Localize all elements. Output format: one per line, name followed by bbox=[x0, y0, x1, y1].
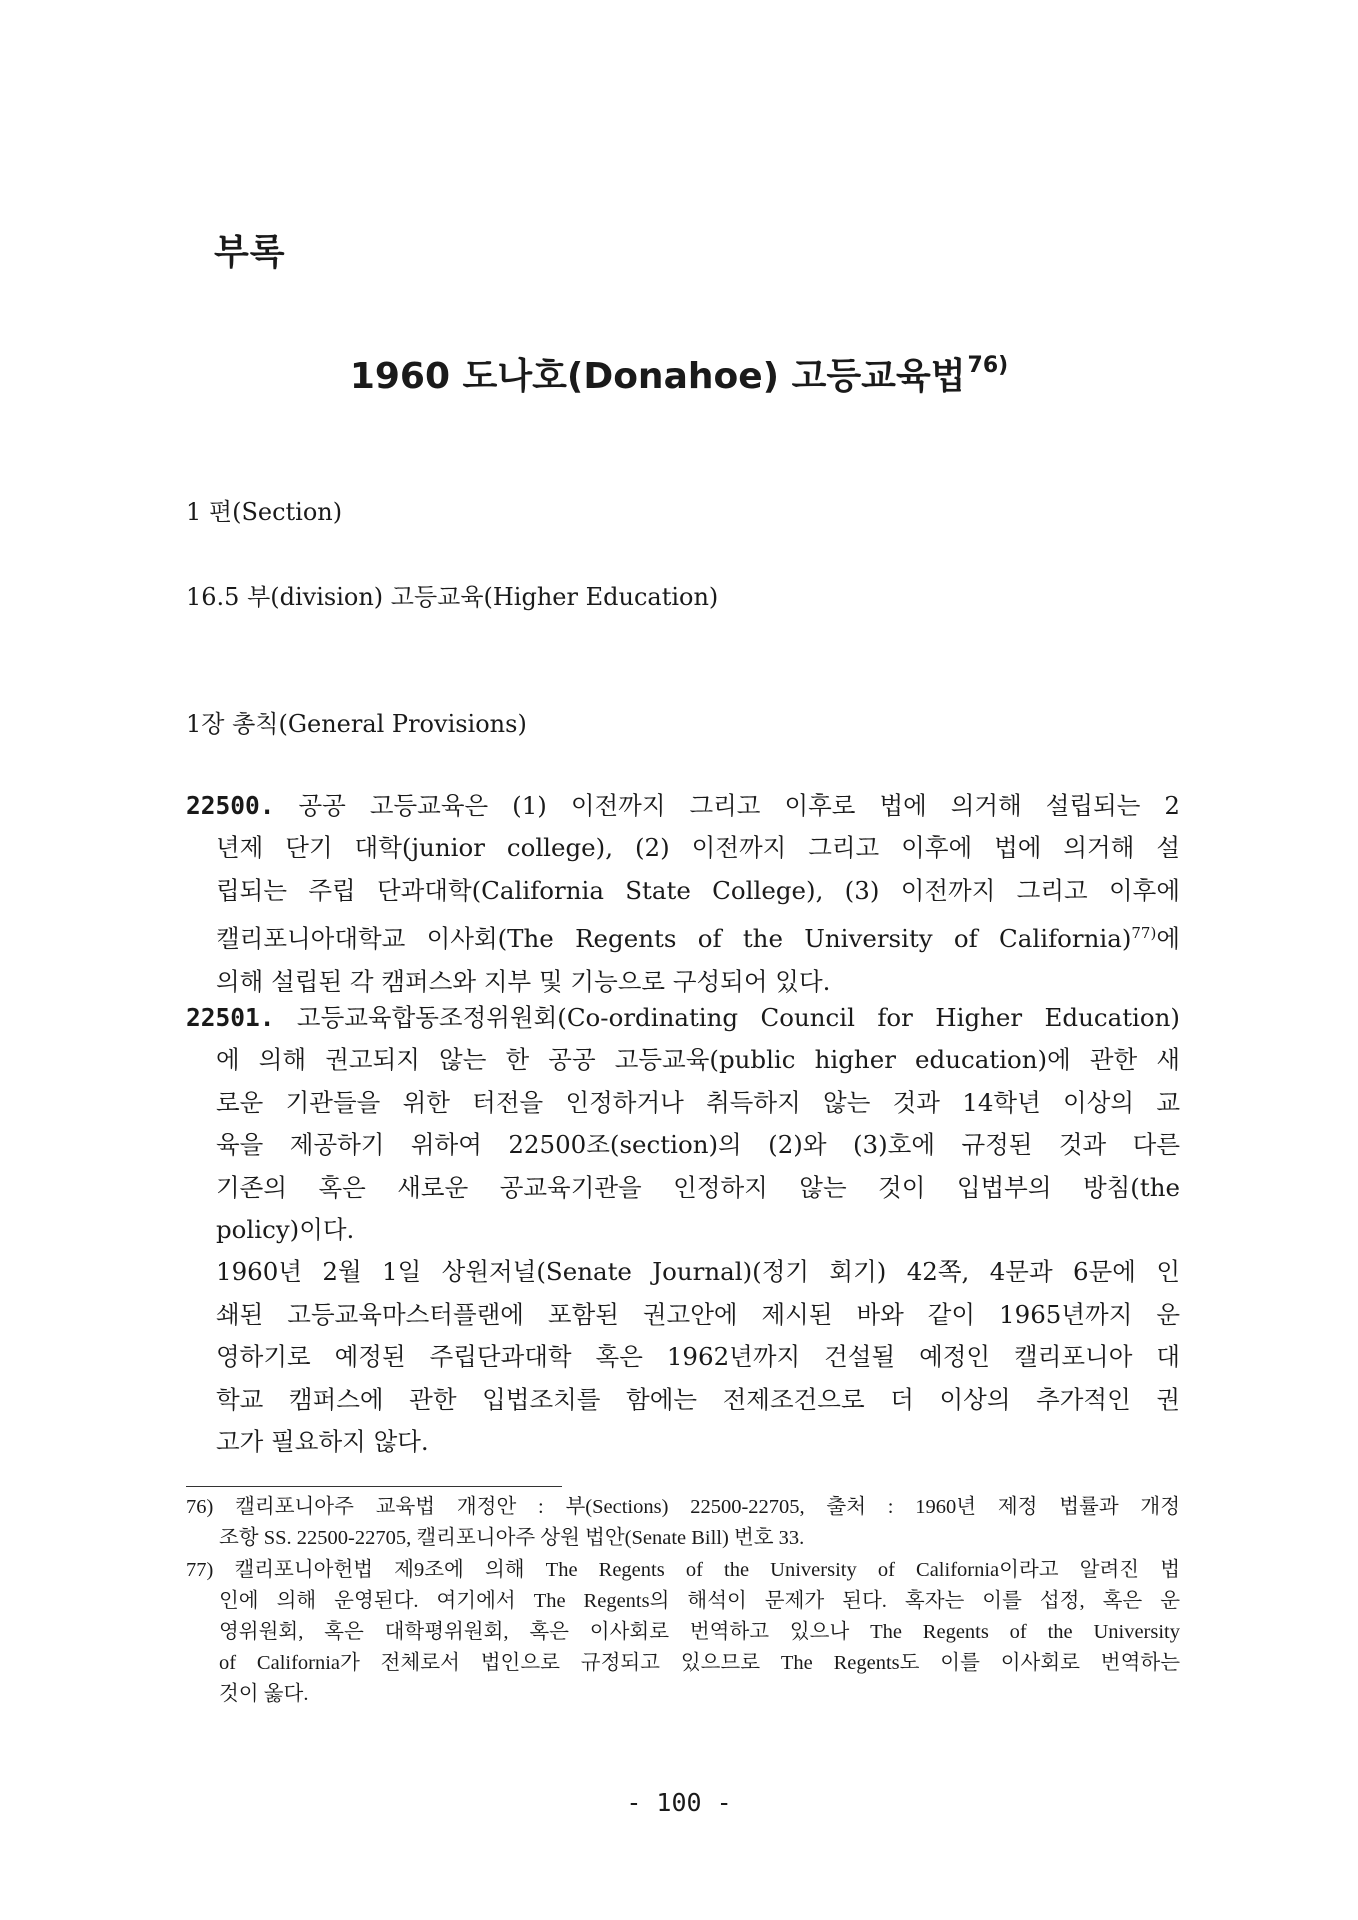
text-run: 공공 고등교육은 (1) 이전까지 그리고 이후로 법에 의거해 설립되는 2 bbox=[298, 791, 1180, 820]
footnote-ref-77[interactable]: 77) bbox=[1131, 924, 1157, 943]
law-title bbox=[0, 348, 1358, 399]
article-22501-line: 기존의 혹은 새로운 공교육기관을 인정하지 않는 것이 입법부의 방침(the bbox=[216, 1172, 1180, 1202]
footnote-line: 조항 SS. 22500-22705, 캘리포니아주 상원 법안(Senate Bill) 번호 33. bbox=[219, 1527, 805, 1549]
article-22501-sub-line: 쇄된 고등교육마스터플랜에 포함된 권고안에 제시된 바와 같이 1965년까지 운 bbox=[216, 1299, 1180, 1329]
article-22500-line: 립되는 주립 단과대학(California State College), (3) 이전까지 그리고 이후에 bbox=[216, 875, 1180, 905]
article-22501-sub-line: 학교 캠퍼스에 관한 입법조치를 함에는 전제조건으로 더 이상의 추가적인 권 bbox=[216, 1384, 1180, 1414]
article-22501-sub-line: 고가 필요하지 않다. bbox=[216, 1427, 429, 1457]
section-heading: 1 편(Section) bbox=[186, 498, 343, 526]
text-run: 캘리포니아대학교 이사회(The Regents of the University of California) bbox=[216, 924, 1132, 954]
text-run: 에 bbox=[1156, 924, 1180, 954]
article-22500 bbox=[186, 785, 1180, 1003]
footnote-line: 인에 의해 운영된다. 여기에서 The Regents의 해석이 문제가 된다. 혹자는 이를 섭정, 혹은 운 bbox=[219, 1590, 1180, 1612]
article-22501-line: policy)이다. bbox=[216, 1215, 355, 1245]
article-22501 bbox=[186, 997, 1180, 1463]
footnote-line: 영위원회, 혹은 대학평위원회, 혹은 이사회로 번역하고 있으나 The Regents of the University bbox=[219, 1621, 1180, 1643]
page-number: - 100 - bbox=[626, 1788, 732, 1817]
footnote-line: of California가 전체로서 법인으로 규정되고 있으므로 The Regents도 이를 이사회로 번역하는 bbox=[219, 1652, 1180, 1674]
article-22501-line: 에 의해 권고되지 않는 한 공공 고등교육(public higher education)에 관한 새 bbox=[216, 1045, 1180, 1075]
article-22501-line: 육을 제공하기 위하여 22500조(section)의 (2)와 (3)호에 규정된 것과 다른 bbox=[216, 1130, 1180, 1160]
footnote-line: 76) 캘리포니아주 교육법 개정안 : 부(Sections) 22500-22705, 출처 : 1960년 제정 법률과 개정 bbox=[186, 1496, 1180, 1518]
footnote-76 bbox=[186, 1492, 1180, 1554]
article-22501-line: 로운 기관들을 위한 터전을 인정하거나 취득하지 않는 것과 14학년 이상의 교 bbox=[216, 1087, 1180, 1117]
article-22500-line bbox=[186, 912, 1180, 960]
text-run: 고등교육합동조정위원회(Co-ordinating Council for Higher Education) bbox=[296, 1003, 1180, 1032]
footnote-line: 77) 캘리포니아헌법 제9조에 의해 The Regents of the University of California이라고 알려진 법 bbox=[186, 1559, 1180, 1581]
chapter-heading: 1장 총칙(General Provisions) bbox=[186, 710, 527, 738]
footnote-77 bbox=[186, 1555, 1180, 1710]
appendix-title: 부록 bbox=[214, 232, 286, 273]
footnote-divider bbox=[186, 1486, 562, 1487]
article-22501-sub-line: 1960년 2월 1일 상원저널(Senate Journal)(정기 회기) 42쪽, 4문과 6문에 인 bbox=[216, 1257, 1180, 1287]
article-number: 22501. bbox=[186, 1003, 275, 1032]
article-22500-line bbox=[186, 785, 1180, 827]
footnote-ref-76[interactable]: 76) bbox=[967, 353, 1009, 378]
division-heading: 16.5 부(division) 고등교육(Higher Education) bbox=[186, 583, 719, 611]
article-22500-line: 년제 단기 대학(junior college), (2) 이전까지 그리고 이후에 법에 의거해 설 bbox=[216, 833, 1180, 863]
footnote-line: 것이 옳다. bbox=[219, 1683, 309, 1705]
law-title-text: 1960 도나호(Donahoe) 고등교육법 bbox=[349, 356, 966, 397]
article-number: 22500. bbox=[186, 791, 275, 820]
article-22500-line: 의해 설립된 각 캠퍼스와 지부 및 기능으로 구성되어 있다. bbox=[216, 966, 831, 996]
article-22501-line bbox=[186, 997, 1180, 1039]
article-22501-sub-line: 영하기로 예정된 주립단과대학 혹은 1962년까지 건설될 예정인 캘리포니아 대 bbox=[216, 1342, 1180, 1372]
